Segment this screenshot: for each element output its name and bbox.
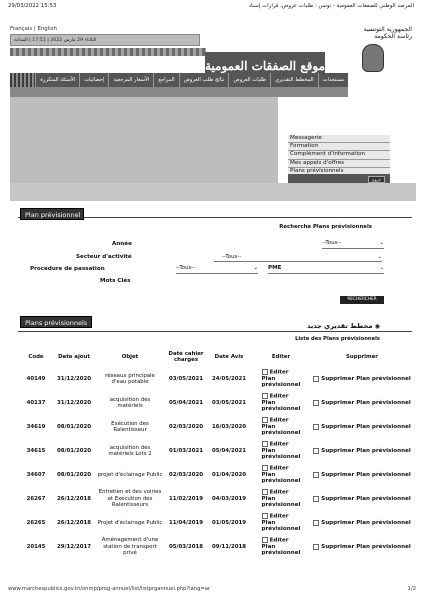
date-avis-cell: 05/04/2021 xyxy=(212,447,246,454)
image-placeholder-icon xyxy=(262,441,268,447)
sector-select-value: --Tous-- xyxy=(222,254,242,260)
table-row xyxy=(20,535,412,559)
procedure-select-value: --Tous-- xyxy=(176,265,196,271)
emblem-icon xyxy=(362,44,384,72)
delete-plan-label: Supprimer Plan prévisionnel xyxy=(321,424,411,431)
date-ajout-cell: 31/12/2020 xyxy=(57,399,91,406)
nav-item-plan[interactable]: المخطط التقديري xyxy=(270,73,318,87)
chevron-down-icon: ⌄ xyxy=(253,265,258,271)
objet-cell: Projet d'éclairage Public xyxy=(97,519,163,526)
date-ajout-cell: 08/01/2020 xyxy=(57,423,91,430)
edit-plan-link[interactable] xyxy=(262,489,301,508)
edit-plan-link[interactable] xyxy=(262,537,301,556)
sub-nav-bar xyxy=(10,87,348,97)
keywords-label: Mots Clés xyxy=(100,278,131,284)
image-placeholder-icon xyxy=(313,544,319,550)
code-cell: 20145 xyxy=(26,543,46,550)
date-cahier-cell: 01/03/2021 xyxy=(169,447,203,454)
print-datetime: 29/03/2022 15:53 xyxy=(8,3,57,9)
footer-url: www.marchespublics.gov.tn/onmp/prog-annuel/list/listprgannuel.php?lang=ar xyxy=(8,586,211,592)
new-plan-label: مخطط تقديري جديد xyxy=(307,322,373,330)
date-cahier-cell: 05/03/2018 xyxy=(169,543,203,550)
date-bar: الثلاثاء 29 مارس 2022 | 17:51 | الساعة xyxy=(10,34,200,46)
menu-item-formation[interactable]: Formation xyxy=(288,143,390,151)
edit-cell xyxy=(250,391,312,415)
code-cell: 26267 xyxy=(26,495,46,502)
table-row xyxy=(20,439,412,463)
exit-button[interactable]: خروج xyxy=(368,176,385,183)
date-avis-cell: 04/03/2019 xyxy=(212,495,246,502)
chevron-down-icon: ⌄ xyxy=(379,240,384,246)
delete-plan-label: Supprimer Plan prévisionnel xyxy=(321,520,411,527)
delete-cell xyxy=(312,391,412,415)
nav-item-news[interactable]: مستجدات xyxy=(318,73,348,87)
plans-section-title: Plans prévisionnels xyxy=(20,316,92,328)
image-placeholder-icon xyxy=(262,513,268,519)
edit-cell xyxy=(250,367,312,391)
date-ajout-cell: 08/01/2020 xyxy=(57,471,91,478)
language-switcher[interactable]: Français | English xyxy=(10,26,57,32)
image-placeholder-icon xyxy=(262,393,268,399)
image-placeholder-icon xyxy=(313,520,319,526)
code-cell: 26265 xyxy=(26,519,46,526)
sector-select[interactable] xyxy=(214,253,382,262)
edit-cell xyxy=(250,463,312,487)
date-cahier-cell: 11/02/2019 xyxy=(169,495,203,502)
delete-plan-link[interactable] xyxy=(313,472,411,478)
edit-plan-label: Editer Plan prévisionnel xyxy=(261,465,301,485)
table-row xyxy=(20,391,412,415)
table-header-row xyxy=(20,347,412,367)
edit-plan-link[interactable] xyxy=(262,513,301,532)
menu-item-messagerie[interactable]: Messagerie xyxy=(288,135,390,143)
print-page-title: المرصد الوطني للصفقات العمومية - تونس : طلبات عروض، قرارات إسناد xyxy=(248,3,414,9)
delete-plan-label: Supprimer Plan prévisionnel xyxy=(321,472,411,479)
edit-plan-label: Editer Plan prévisionnel xyxy=(261,513,301,533)
date-ajout-cell: 31/12/2020 xyxy=(57,375,91,382)
image-placeholder-icon xyxy=(262,537,268,543)
edit-plan-label: Editer Plan prévisionnel xyxy=(261,369,301,389)
image-placeholder-icon xyxy=(262,489,268,495)
main-nav xyxy=(10,73,348,87)
table-row xyxy=(20,511,412,535)
image-placeholder-icon xyxy=(313,448,319,454)
objet-cell: réseaux principale d'eau potable xyxy=(105,372,155,385)
edit-plan-label: Editer Plan prévisionnel xyxy=(261,537,301,557)
date-cahier-cell: 02/03/2020 xyxy=(169,471,203,478)
date-cahier-cell: 02/03/2020 xyxy=(169,423,203,430)
date-avis-cell: 24/05/2021 xyxy=(212,375,246,382)
date-ajout-cell: 08/01/2020 xyxy=(57,447,91,454)
objet-cell: Aménagement d'une station de transport privé xyxy=(101,537,159,557)
sector-label: Secteur d'activité xyxy=(76,254,132,260)
new-plan-link[interactable] xyxy=(307,322,380,330)
delete-cell xyxy=(312,439,412,463)
col-date-avis: Date Avis xyxy=(214,354,244,360)
pme-select-value: PME xyxy=(268,265,282,271)
date-avis-cell: 01/05/2019 xyxy=(212,519,246,526)
delete-plan-link[interactable] xyxy=(313,520,411,526)
edit-plan-link[interactable] xyxy=(262,393,301,412)
delete-cell xyxy=(312,511,412,535)
image-placeholder-icon xyxy=(262,417,268,423)
home-icon[interactable]: ⌂ xyxy=(358,88,362,95)
chevron-down-icon: ⌄ xyxy=(379,265,384,271)
republic-name: الجمهورية التونسية xyxy=(363,26,412,33)
date-ajout-cell: 26/12/2018 xyxy=(57,519,91,526)
table-row xyxy=(20,367,412,391)
nav-stripe xyxy=(10,73,35,87)
edit-plan-link[interactable] xyxy=(262,441,301,460)
objet-cell: Exécution des Ralentisseur xyxy=(111,420,149,433)
section-divider xyxy=(18,331,412,332)
edit-plan-link[interactable] xyxy=(262,417,301,436)
col-editer: Editer xyxy=(271,354,291,360)
date-avis-cell: 01/04/2020 xyxy=(212,471,246,478)
date-avis-cell: 03/05/2021 xyxy=(212,399,246,406)
delete-plan-label: Supprimer Plan prévisionnel xyxy=(321,448,411,455)
edit-cell xyxy=(250,535,312,559)
add-icon: ◉ xyxy=(374,323,380,330)
col-code: Code xyxy=(28,354,44,360)
col-supprimer: Supprimer xyxy=(346,354,378,360)
image-placeholder-icon xyxy=(313,400,319,406)
delete-plan-link[interactable] xyxy=(313,448,411,454)
menu-item-complement[interactable]: Complément d'information xyxy=(288,151,390,159)
delete-cell xyxy=(312,415,412,439)
edit-cell xyxy=(250,487,312,511)
col-date-ajout: Date ajout xyxy=(58,354,90,360)
year-label: Année xyxy=(112,241,132,247)
chevron-down-icon: ⌄ xyxy=(377,254,382,260)
edit-plan-link[interactable] xyxy=(262,465,301,484)
pme-select[interactable] xyxy=(268,264,384,274)
delete-plan-label: Supprimer Plan prévisionnel xyxy=(321,400,411,407)
delete-plan-link[interactable] xyxy=(313,376,411,382)
site-title[interactable]: موقع الصفقات العمومية xyxy=(205,52,325,80)
delete-cell xyxy=(312,463,412,487)
code-cell: 40137 xyxy=(26,399,46,406)
date-ajout-cell: 26/12/2018 xyxy=(57,495,91,502)
delete-plan-link[interactable] xyxy=(313,424,411,430)
delete-plan-label: Supprimer Plan prévisionnel xyxy=(321,496,411,503)
code-cell: 34619 xyxy=(26,423,46,430)
col-objet: Objet xyxy=(121,354,139,360)
date-cahier-cell: 05/04/2021 xyxy=(169,399,203,406)
nav-item-prices[interactable]: الأسعار المرجعية xyxy=(108,73,153,87)
date-ajout-cell: 29/12/2017 xyxy=(57,543,91,550)
delete-cell xyxy=(312,535,412,559)
date-avis-cell: 09/11/2018 xyxy=(212,543,246,550)
objet-cell: Entretien et des voiries et Exécution des Ralentisseurs xyxy=(98,489,162,509)
edit-plan-label: Editer Plan prévisionnel xyxy=(261,417,301,437)
image-placeholder-icon xyxy=(313,376,319,382)
nav-item-results[interactable]: نتائج طلب العروض xyxy=(179,73,229,87)
menu-item-plans[interactable]: Plans prévisionnels xyxy=(288,168,390,176)
plans-list-title: Liste des Plans prévisionnels xyxy=(295,336,380,342)
edit-plan-label: Editer Plan prévisionnel xyxy=(261,441,301,461)
year-select-value: --Tous-- xyxy=(322,240,342,246)
table-row xyxy=(20,463,412,487)
table-row xyxy=(20,415,412,439)
objet-cell: acquisition des matériels Lots 2 xyxy=(108,444,152,457)
date-cahier-cell: 03/05/2021 xyxy=(169,375,203,382)
image-placeholder-icon xyxy=(262,369,268,375)
image-placeholder-icon xyxy=(313,496,319,502)
procedure-label: Procédure de passation xyxy=(30,266,105,272)
code-cell: 34607 xyxy=(26,471,46,478)
objet-cell: acquisition des matériels xyxy=(109,396,151,409)
image-placeholder-icon xyxy=(262,465,268,471)
edit-cell xyxy=(250,511,312,535)
nav-item-faq[interactable]: الأسئلة المتكررة xyxy=(35,73,79,87)
search-plans-link[interactable]: Recherche Plans prévisionnels xyxy=(279,224,372,230)
code-cell: 40149 xyxy=(26,375,46,382)
delete-plan-label: Supprimer Plan prévisionnel xyxy=(321,376,411,383)
delete-plan-link[interactable] xyxy=(313,400,411,406)
nav-item-tenders[interactable]: طلبات العروض xyxy=(228,73,270,87)
search-section-title: Plan prévisionnel xyxy=(20,208,84,220)
procedure-select[interactable] xyxy=(176,264,258,274)
search-button[interactable]: RECHERCHER xyxy=(340,296,384,304)
gray-strip xyxy=(10,183,416,201)
date-avis-cell: 16/03/2020 xyxy=(212,423,246,430)
edit-plan-label: Editer Plan prévisionnel xyxy=(261,489,301,509)
menu-item-my-tenders[interactable]: Mes appels d'offres xyxy=(288,160,390,168)
delete-plan-link[interactable] xyxy=(313,544,411,550)
delete-cell xyxy=(312,487,412,511)
plans-table xyxy=(20,347,412,559)
header-banner xyxy=(10,48,206,56)
edit-cell xyxy=(250,439,312,463)
col-date-cahier: Date cahier charges xyxy=(168,351,204,363)
edit-plan-link[interactable] xyxy=(262,369,301,388)
footer-page-number: 1/2 xyxy=(407,586,416,592)
image-placeholder-icon xyxy=(313,472,319,478)
code-cell: 34615 xyxy=(26,447,46,454)
delete-cell xyxy=(312,367,412,391)
nav-item-stats[interactable]: إحصائيات xyxy=(79,73,108,87)
objet-cell: projet d'éclairage Public xyxy=(97,471,163,478)
delete-plan-label: Supprimer Plan prévisionnel xyxy=(321,544,411,551)
delete-plan-link[interactable] xyxy=(313,496,411,502)
image-placeholder-icon xyxy=(313,424,319,430)
year-select[interactable] xyxy=(322,239,384,249)
table-row xyxy=(20,487,412,511)
edit-cell xyxy=(250,415,312,439)
republic-label xyxy=(322,26,412,40)
presidency-name: رئاسة الحكومة xyxy=(374,33,412,40)
date-cahier-cell: 11/04/2019 xyxy=(169,519,203,526)
content-banner xyxy=(10,97,278,183)
edit-plan-label: Editer Plan prévisionnel xyxy=(261,393,301,413)
nav-item-references[interactable]: المراجع xyxy=(153,73,178,87)
